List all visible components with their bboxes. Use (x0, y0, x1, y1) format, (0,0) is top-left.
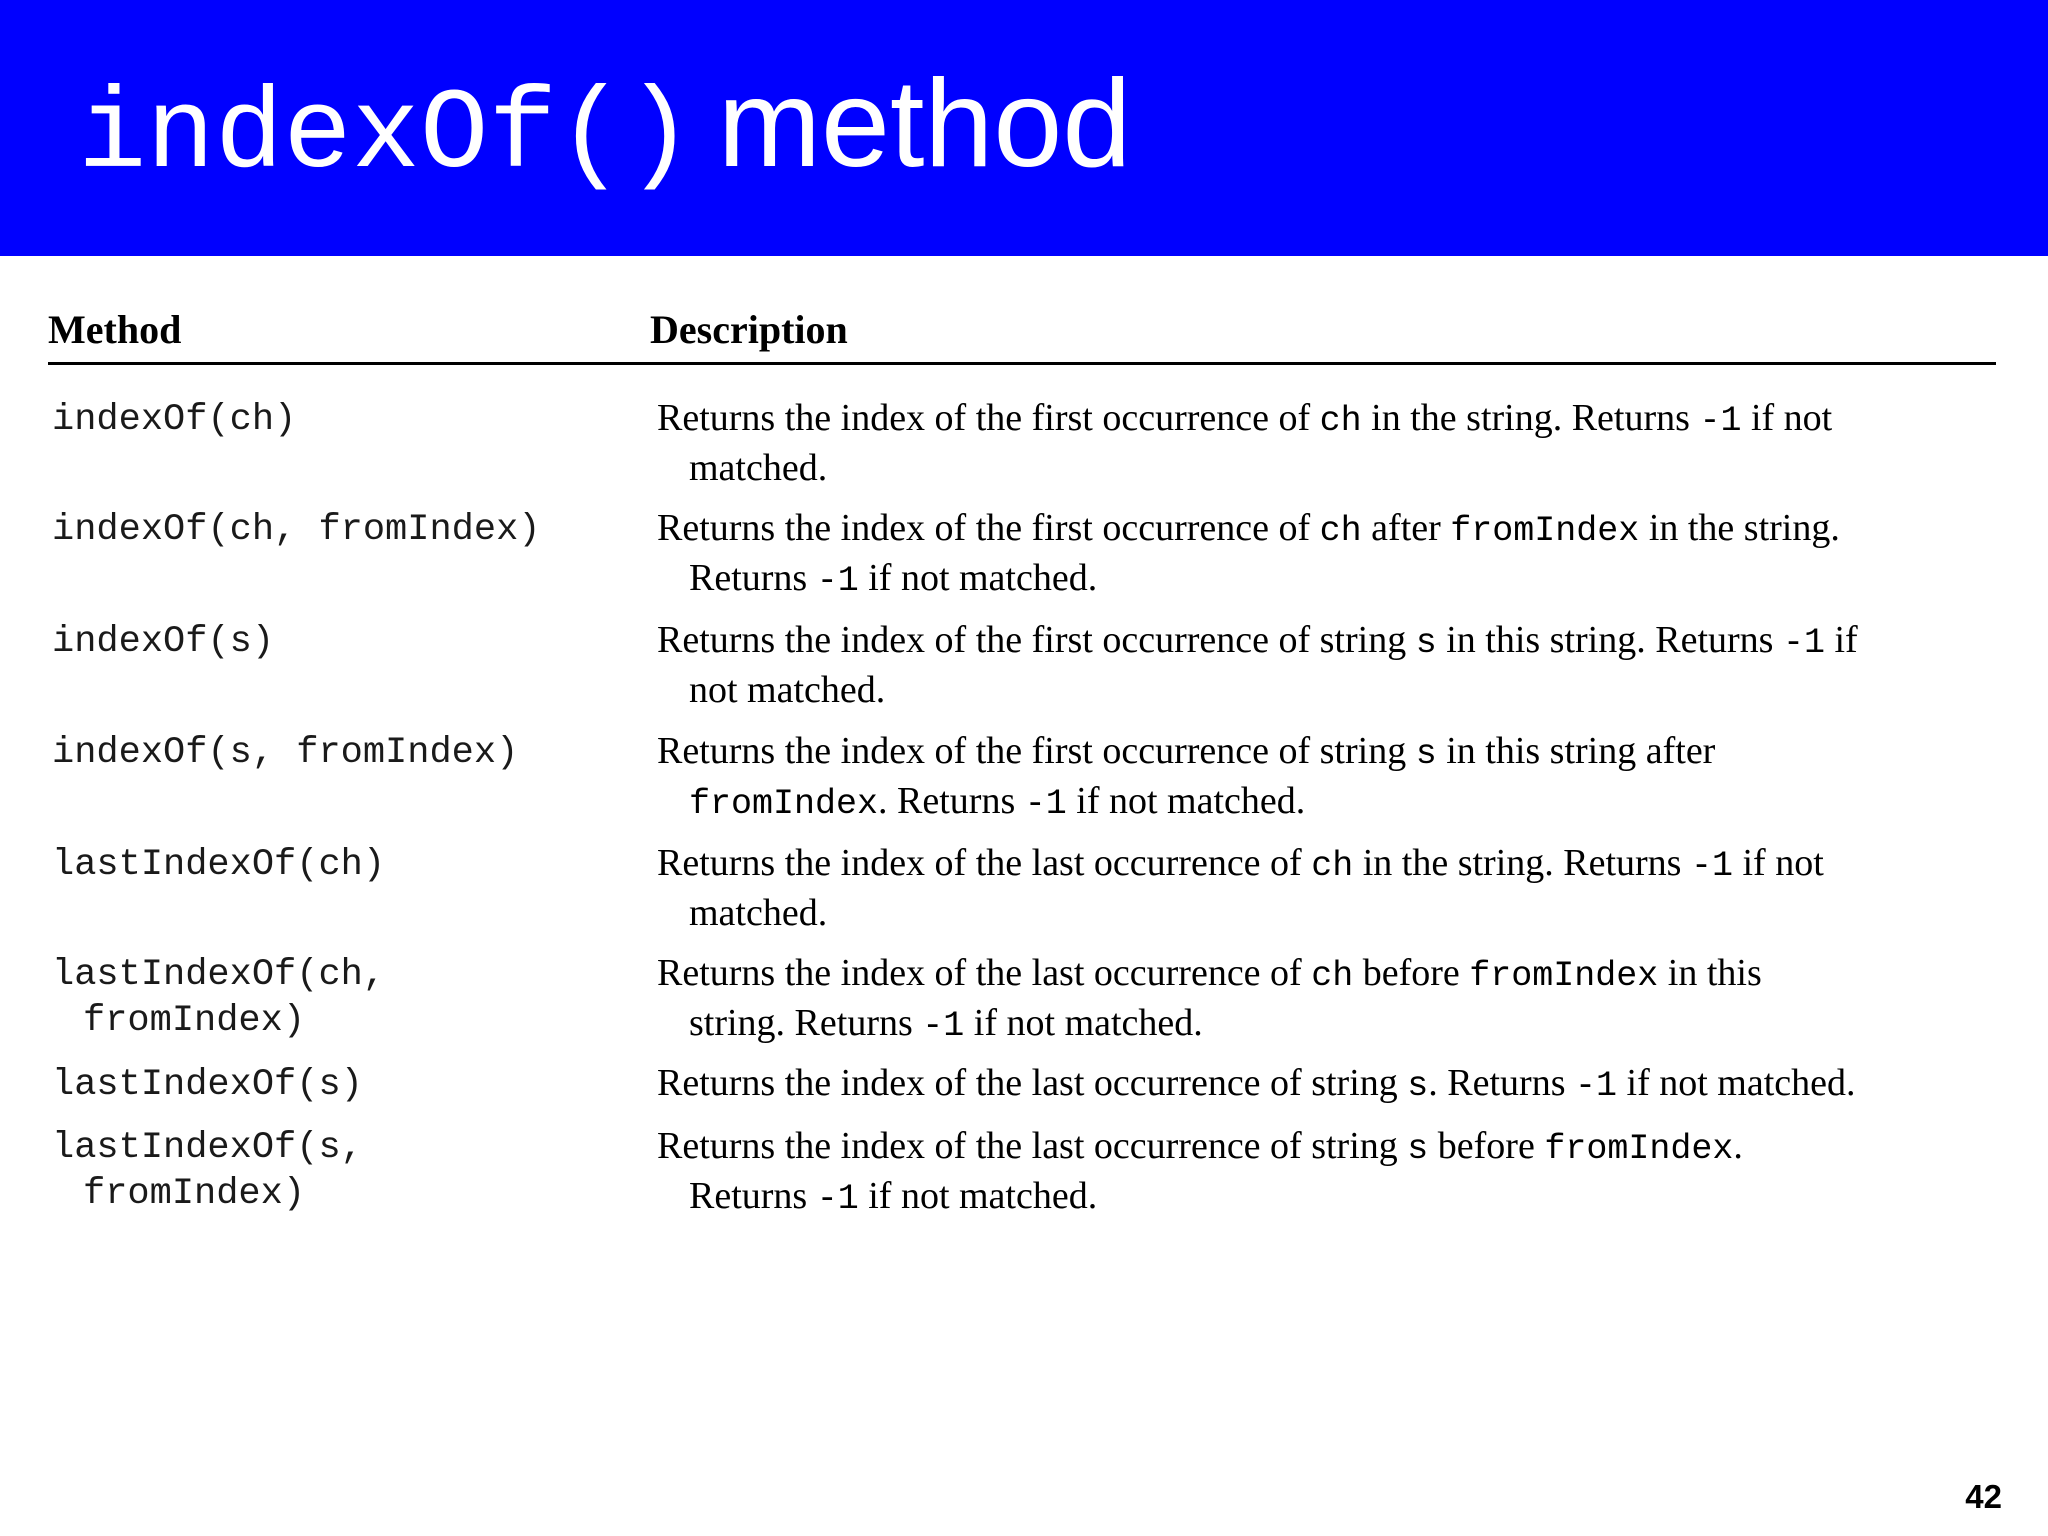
description-text: Returns the index of the first occurrence of string (657, 619, 1416, 661)
description-text: if not (1733, 842, 1824, 884)
method-description (657, 950, 1997, 1050)
description-text: . Returns (1428, 1062, 1575, 1104)
description-text: . (1733, 1125, 1743, 1167)
inline-code: -1 (816, 1179, 859, 1219)
inline-code: -1 (1782, 623, 1825, 663)
description-text: before (1428, 1125, 1545, 1167)
description-text: before (1353, 952, 1470, 994)
description-line (657, 395, 1997, 445)
description-text: Returns the index of the first occurrence of string (657, 730, 1416, 772)
page-number: 42 (1965, 1478, 2002, 1515)
description-line (657, 778, 1997, 828)
description-line (657, 555, 1997, 605)
inline-code: fromIndex (1544, 1129, 1734, 1169)
description-text: matched. (689, 892, 828, 934)
method-description (657, 395, 1997, 492)
description-line (657, 667, 1997, 714)
method-description (657, 840, 1997, 937)
method-description (657, 1123, 1997, 1223)
inline-code: -1 (1575, 1066, 1618, 1106)
method-signature-line: indexOf(s, fromIndex) (52, 732, 519, 774)
description-text: string. Returns (689, 1002, 923, 1044)
description-text: in this string after (1436, 730, 1716, 772)
method-signature-line: indexOf(ch) (52, 399, 297, 441)
method-signature-line: indexOf(s) (52, 621, 275, 663)
description-text: in the string. (1639, 507, 1840, 549)
method-signature-line: fromIndex) (83, 1000, 306, 1042)
description-text: after (1361, 507, 1451, 549)
description-text: if not matched. (858, 1175, 1098, 1217)
description-line (657, 840, 1997, 890)
description-text: Returns (689, 557, 817, 599)
inline-code: ch (1319, 511, 1362, 551)
inline-code: -1 (1024, 784, 1067, 824)
description-text: Returns the index of the first occurrence of (657, 397, 1320, 439)
description-text: in this string. Returns (1436, 619, 1783, 661)
method-description (657, 505, 1997, 605)
method-signature (52, 1125, 652, 1217)
inline-code: fromIndex (1450, 511, 1640, 551)
description-line (657, 1060, 1997, 1110)
inline-code: s (1407, 1066, 1429, 1106)
description-text: Returns the index of the last occurrence of string (657, 1125, 1408, 1167)
description-text: in this (1658, 952, 1762, 994)
inline-code: s (1407, 1129, 1429, 1169)
description-text: in the string. Returns (1353, 842, 1691, 884)
title-word: method (717, 55, 1132, 193)
method-description (657, 728, 1997, 828)
inline-code: -1 (816, 561, 859, 601)
description-text: Returns the index of the last occurrence of string (657, 1062, 1408, 1104)
inline-code: ch (1311, 956, 1354, 996)
method-signature-line: lastIndexOf(ch, (52, 954, 386, 996)
method-signature (52, 1062, 652, 1108)
description-line (657, 728, 1997, 778)
header-rule (48, 362, 1996, 365)
method-signature (52, 730, 652, 776)
description-text: if not matched. (858, 557, 1098, 599)
method-signature-line: lastIndexOf(ch) (52, 844, 386, 886)
description-text: if (1824, 619, 1858, 661)
method-signature-line: indexOf(ch, fromIndex) (52, 509, 541, 551)
slide-header (0, 0, 2048, 256)
description-text: if not matched. (964, 1002, 1203, 1044)
method-signature-line: fromIndex) (83, 1173, 306, 1215)
description-text: Returns (689, 1175, 817, 1217)
inline-code: s (1415, 623, 1437, 663)
method-signature (52, 619, 652, 665)
inline-code: -1 (922, 1006, 965, 1046)
method-column-header: Method (48, 307, 182, 352)
description-line (657, 445, 1997, 492)
inline-code: fromIndex (1469, 956, 1659, 996)
description-column-header: Description (650, 307, 848, 352)
method-description (657, 1060, 1997, 1110)
description-text: in the string. Returns (1361, 397, 1700, 439)
method-description (657, 617, 1997, 714)
description-text: if not matched. (1066, 780, 1306, 822)
inline-code: -1 (1690, 846, 1733, 886)
description-text: Returns the index of the last occurrence of (657, 842, 1312, 884)
description-line (657, 505, 1997, 555)
method-signature (52, 507, 652, 553)
description-line (657, 1173, 1997, 1223)
inline-code: ch (1311, 846, 1354, 886)
description-text: matched. (689, 447, 828, 489)
slide-title (78, 55, 1132, 201)
inline-code: fromIndex (689, 784, 879, 824)
description-text: . Returns (878, 780, 1025, 822)
description-text: Returns the index of the first occurrence of (657, 507, 1320, 549)
method-signature-line: lastIndexOf(s) (52, 1064, 363, 1106)
description-line (657, 1000, 1997, 1050)
method-signature-line: lastIndexOf(s, (52, 1127, 363, 1169)
description-line (657, 617, 1997, 667)
description-line (657, 890, 1997, 937)
description-line (657, 950, 1997, 1000)
method-signature (52, 842, 652, 888)
method-signature (52, 397, 652, 443)
title-code: indexOf() (78, 72, 694, 201)
method-signature (52, 952, 652, 1044)
inline-code: -1 (1699, 401, 1742, 441)
inline-code: s (1415, 734, 1437, 774)
inline-code: ch (1319, 401, 1362, 441)
description-line (657, 1123, 1997, 1173)
description-text: if not matched. (1617, 1062, 1856, 1104)
description-text: if not (1741, 397, 1833, 439)
description-text: Returns the index of the last occurrence of (657, 952, 1312, 994)
description-text: not matched. (689, 669, 886, 711)
